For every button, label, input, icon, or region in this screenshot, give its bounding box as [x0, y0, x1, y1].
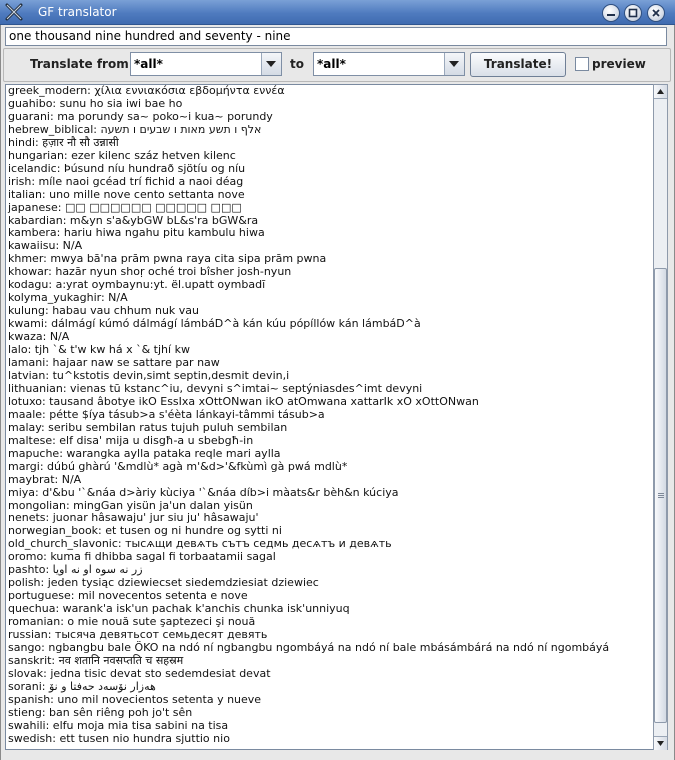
translation-line: maybrat: N/A — [8, 472, 82, 486]
translation-line: kodagu: a:yrat oymbaynu:yt. ël.upatt oymbadī — [8, 278, 266, 292]
to-language-select[interactable] — [313, 52, 465, 76]
translation-line: margi: dúbú ghàrú '&mdlù* agà m'&d>'&fkùmì gà pwá mdlù* — [8, 459, 348, 473]
grip-line — [658, 497, 664, 498]
maximize-icon — [628, 8, 638, 18]
translation-line: sango: ngbangbu bale ÖKO na ndó ní ngbangbu ngombáyá na ndó ní bale mbásámbárá na ndó ní ngombáyá — [8, 640, 610, 654]
translation-line: mapuche: warangka aylla pataka reqle mari aylla — [8, 446, 281, 460]
translation-line: italian: uno mille nove cento settanta nove — [8, 187, 245, 201]
translation-line: kambera: hariu hiwa ngahu pitu kambulu hiwa — [8, 226, 265, 240]
translation-line: lotuxo: tausand âbotye ikO EssIxa xOttONwan ikO atOmwana xattarIk xO xOttONwan — [8, 394, 479, 408]
translation-line: khmer: mwya bā'na prām pwna raya cita sipa prām pwna — [8, 252, 327, 266]
translation-line: lamani: hajaar naw se sattare par naw — [8, 356, 220, 370]
chevron-down-icon — [266, 61, 276, 67]
preview-checkbox[interactable] — [575, 57, 589, 71]
from-dropdown-button[interactable] — [261, 53, 281, 75]
translation-line: latvian: tu^kstotis devin,simt septin,desmit devin,i — [8, 368, 290, 382]
title-bar[interactable] — [0, 0, 675, 25]
translation-line: nenets: juonar hâsawaju' jur siu ju' hâsawaju' — [8, 511, 259, 525]
minimize-button[interactable] — [602, 4, 620, 22]
translation-line: sanskrit: नव शतानि नवसप्तति च सहस्रम — [8, 653, 184, 667]
window-title: GF translator — [38, 5, 117, 19]
translation-line: guarani: ma porundy sa~ poko~i kua~ porundy — [8, 109, 273, 123]
translation-line: maltese: elf disa' mija u disgħ-a u sbebgħ-in — [8, 433, 254, 447]
translation-line: quechua: warank'a isk'un pachak k'anchis chunka isk'unniyuq — [8, 602, 350, 616]
from-language-value: *all* — [134, 57, 163, 71]
scroll-down-button[interactable] — [654, 736, 667, 750]
source-text-input[interactable]: one thousand nine hundred and seventy - nine — [5, 27, 667, 46]
translation-line: hindi: हज़ार नौ सौ उन्नासी — [8, 135, 119, 149]
translation-line: russian: тысяча девятьсот семьдесят девять — [8, 628, 268, 642]
translation-line: malay: seribu sembilan ratus tujuh puluh sembilan — [8, 420, 288, 434]
maximize-button[interactable] — [624, 4, 642, 22]
translation-line: romanian: o mie nouă sute şaptezeci şi nouă — [8, 615, 256, 629]
to-language-value: *all* — [317, 57, 346, 71]
scroll-thumb[interactable] — [654, 268, 667, 723]
minimize-icon — [606, 8, 616, 18]
grip-line — [658, 493, 664, 494]
to-label: to — [290, 57, 304, 71]
chevron-down-icon — [449, 61, 459, 67]
translation-line: kawaiisu: N/A — [8, 239, 83, 253]
translation-line: oromo: kuma fi dhibba sagal fi torbaatamii sagal — [8, 550, 276, 564]
translation-lines — [8, 85, 609, 746]
translation-line: miya: d'&bu '`&náa d>àriy kùciya '`&náa díb>i màats&r bèh&n kúciya — [8, 485, 399, 499]
translation-line: kabardian: m&yn s'a&ybGW bL&s'ra bGW&ra — [8, 213, 259, 227]
translation-line: kolyma_yukaghir: N/A — [8, 291, 128, 305]
translation-line: polish: jeden tysiąc dziewiecset siedemdziesiat dziewiec — [8, 576, 319, 590]
preview-label: preview — [592, 57, 646, 71]
translate-button[interactable]: Translate! — [470, 52, 566, 77]
translation-line: japanese: □□ □□□□□□ □□□□□ □□□ — [8, 200, 242, 214]
vertical-scrollbar[interactable] — [653, 84, 668, 750]
translation-line: hungarian: ezer kilenc száz hetven kilenc — [8, 148, 236, 162]
translation-line: kwami: dálmágí kúmó dálmágí lámbáD^à kán kúu pópíllów kán lámbáD^à — [8, 317, 421, 331]
translation-line: swahili: elfu moja mia tisa sabini na tisa — [8, 718, 229, 732]
translation-line: kulung: habau vau chhum nuk vau — [8, 304, 200, 318]
translation-line: khowar: hazār nyun shoṛ oché troi bîsher josh-nyun — [8, 265, 292, 279]
to-dropdown-button[interactable] — [444, 53, 464, 75]
translation-line: stieng: ban sên riêng poh jo't sên — [8, 705, 193, 719]
translation-line: maale: pétte $íya tásub>a s'éèta lánkayi-tâmmi tásub>a — [8, 407, 325, 421]
translation-line: mongolian: mingGan yisün ja'un dalan yisün — [8, 498, 253, 512]
app-x-icon — [5, 3, 23, 21]
arrow-down-icon — [657, 741, 664, 746]
translation-line: sorani: هه‌زار نۆسه‌د حه‌فتا و نۆ — [8, 679, 156, 693]
close-button[interactable] — [647, 4, 665, 22]
translation-line: lithuanian: vienas tū kstanc^iu, devyni s^imtai~ septýniasdes^imt devyni — [8, 381, 423, 395]
close-icon — [651, 8, 661, 18]
translation-line: greek_modern: χίλια εννιακόσια εβδομήντα εννέα — [8, 84, 285, 97]
translate-from-label: Translate from — [30, 57, 129, 71]
grip-line — [658, 495, 664, 496]
scroll-up-button[interactable] — [654, 85, 667, 99]
translation-line: portuguese: mil novecentos setenta e nove — [8, 589, 248, 603]
translation-line: hebrew_biblical: אלף ו תשע מאות ו שבעים ו תשעה — [8, 122, 262, 136]
translation-line: kwaza: N/A — [8, 330, 70, 344]
arrow-up-icon — [657, 89, 664, 94]
from-language-select[interactable] — [130, 52, 282, 76]
translation-line: spanish: uno mil novecientos setenta y nueve — [8, 692, 262, 706]
translation-line: slovak: jedna tisic devat sto sedemdesiat devat — [8, 666, 271, 680]
translation-line: norwegian_book: et tusen og ni hundre og sytti ni — [8, 524, 282, 538]
translation-line: guahibo: sunu ho sia iwi bae ho — [8, 96, 183, 110]
translation-line: lalo: tjh `& t'w kw há x `& tjhí kw — [8, 343, 190, 357]
translation-line: icelandic: Þúsund níu hundrað sjötíu og níu — [8, 161, 246, 175]
translation-line: swedish: ett tusen nio hundra sjuttio nio — [8, 731, 230, 745]
translation-line: old_church_slavonic: тысѧщи девѧть сътъ седмь десѧтъ и девѧть — [8, 537, 392, 551]
translation-line: pashto: زر نه سوه او نه اویا — [8, 563, 143, 577]
translation-line: irish: míle naoi gcéad trí fichid a naoi déag — [8, 174, 244, 188]
translation-output-area[interactable] — [5, 84, 657, 750]
